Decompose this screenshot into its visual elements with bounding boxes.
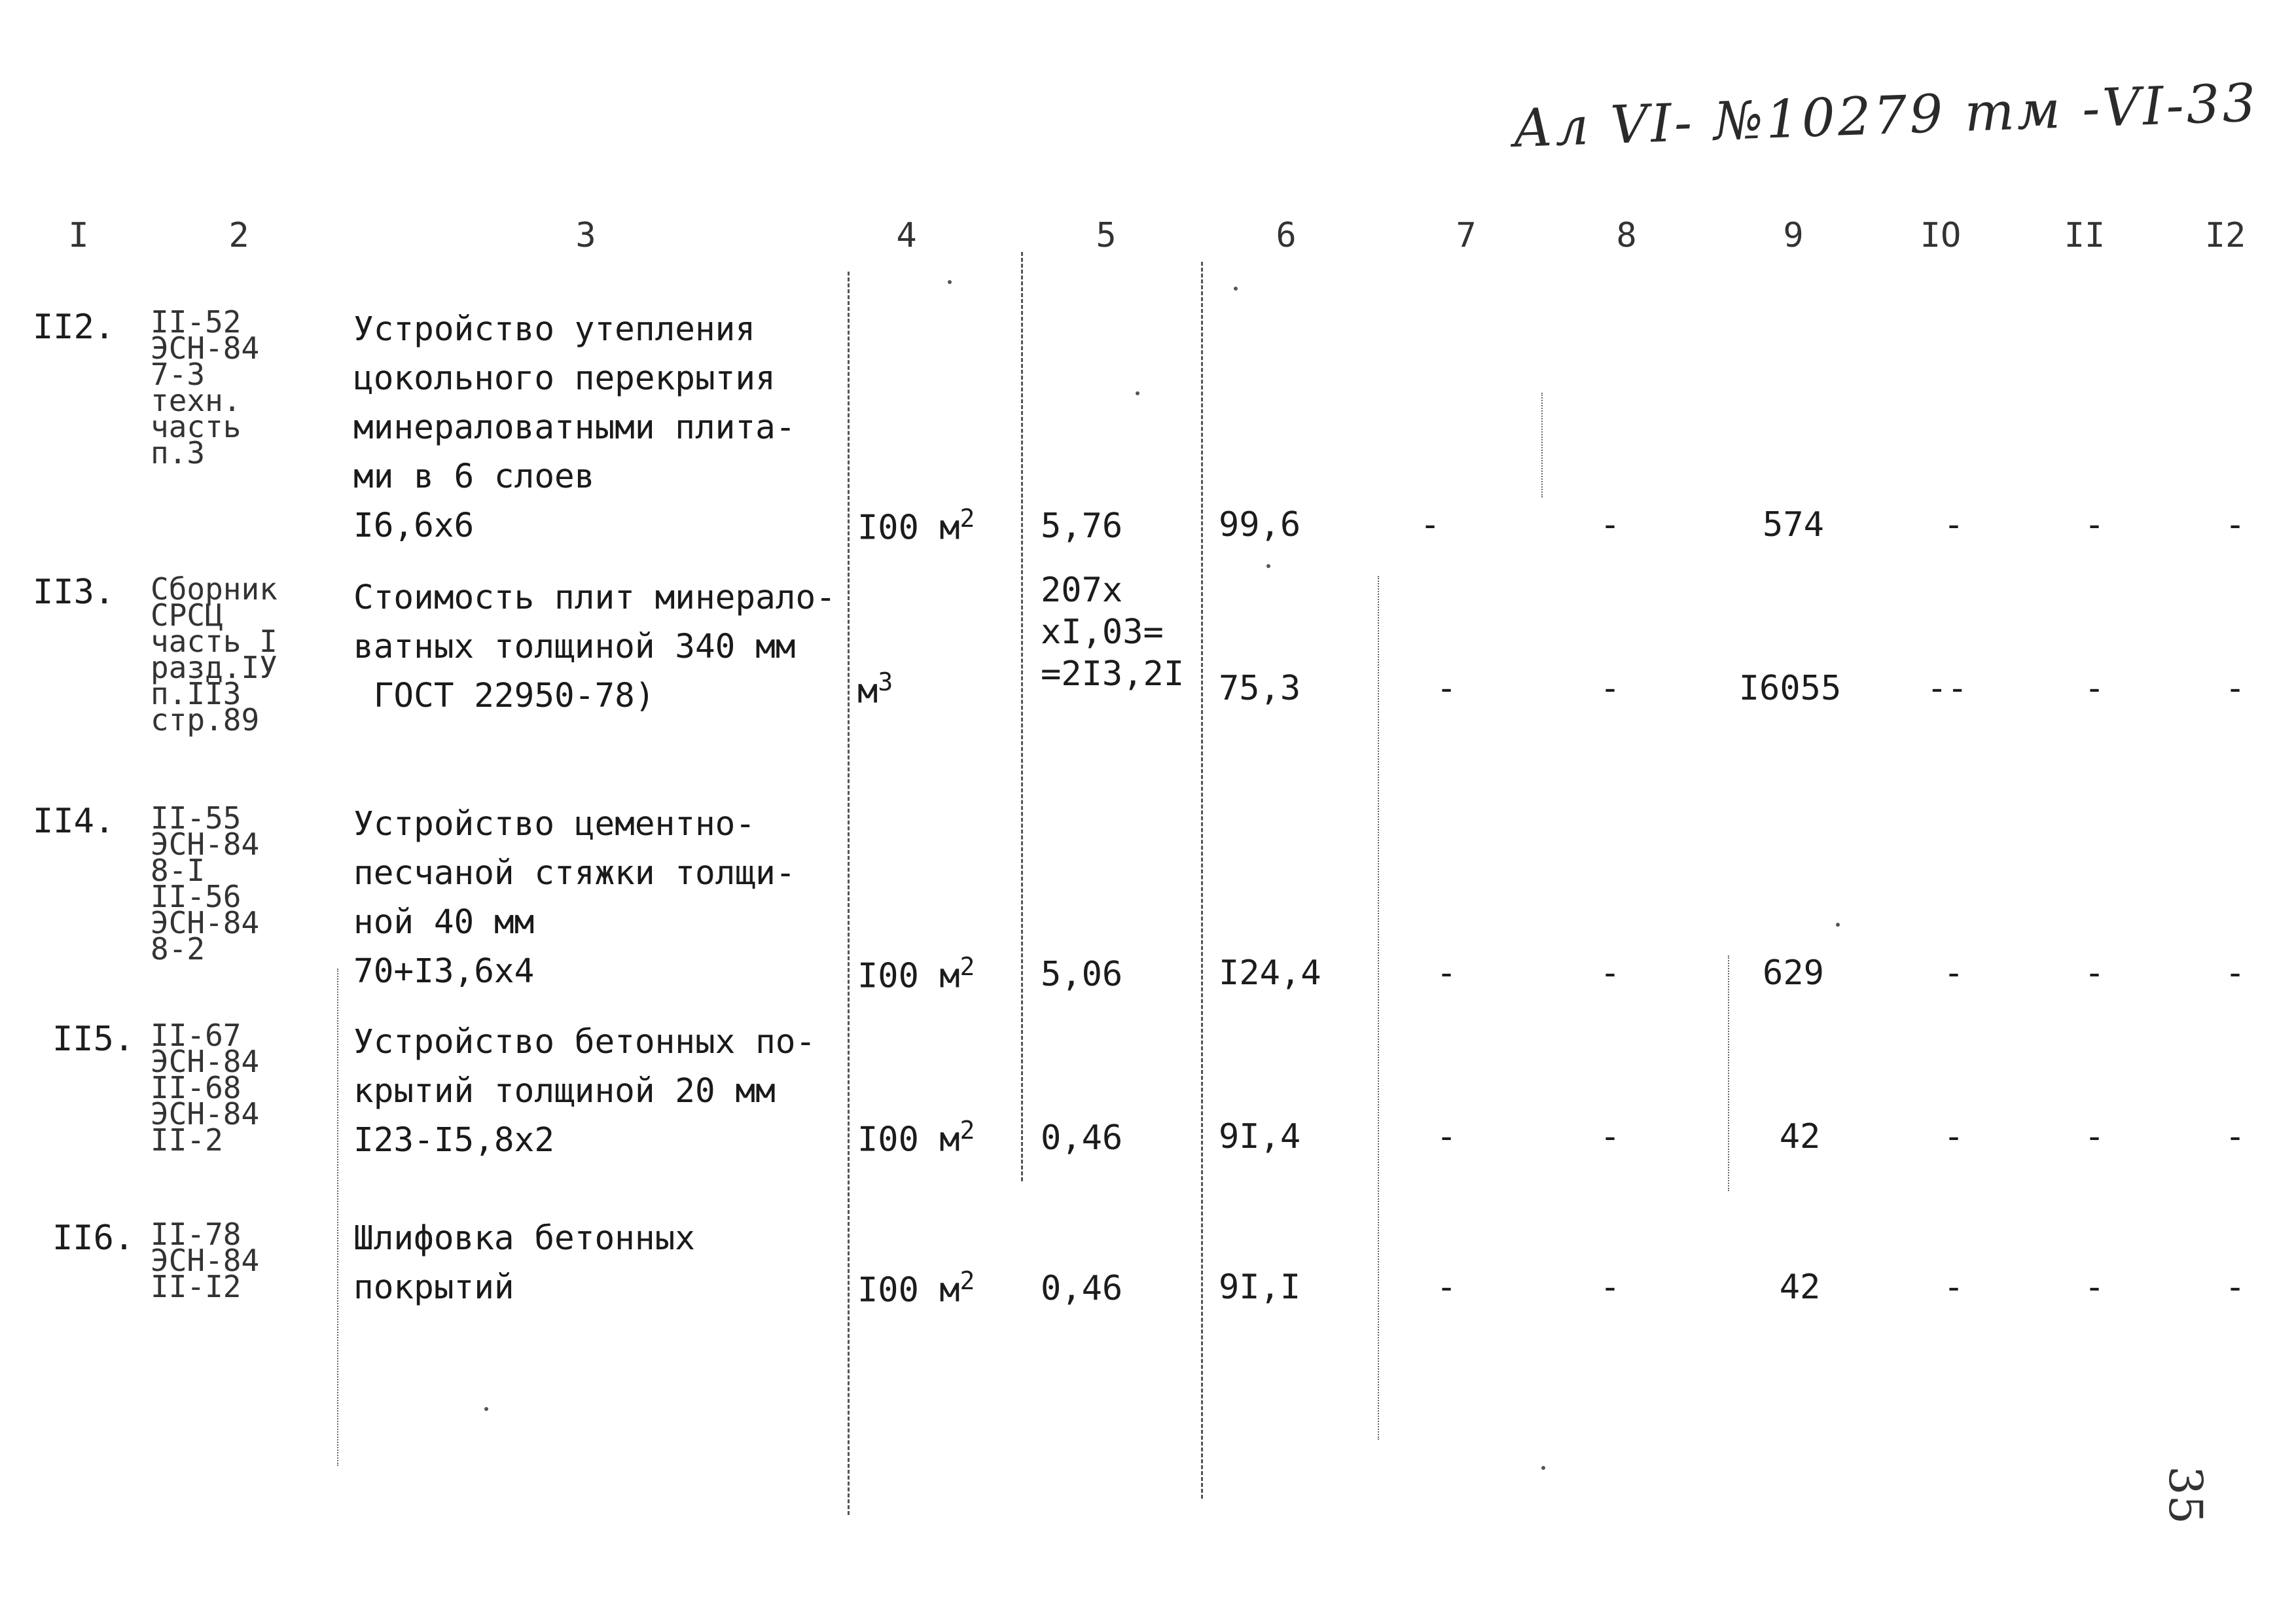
row-number: II4. [33,802,115,841]
column-header-4: 4 [896,216,917,255]
cell-col-10: - [1943,1268,1964,1307]
row-reference: II-52 ЭСН-84 7-3 техн. часть п.3 [151,304,260,471]
scan-speck [1541,1466,1545,1470]
cell-col-9: I6055 [1738,669,1842,708]
cell-col-11: - [2084,954,2105,993]
row-unit-price: 75,3 [1219,669,1301,708]
cell-col-7: - [1436,954,1457,993]
row-unit-price: 9I,4 [1219,1117,1301,1156]
cell-col-10: - [1943,505,1964,544]
cell-col-11: - [2084,1268,2105,1307]
cell-col-7: - [1436,1117,1457,1156]
column-header-8: 8 [1616,216,1637,255]
row-quantity: 5,76 [1041,507,1123,546]
column-header-2: 2 [228,216,249,255]
cell-col-9: 42 [1779,1117,1821,1156]
row-reference: II-78 ЭСН-84 II-I2 [151,1217,260,1304]
scan-speck [1266,564,1270,568]
cell-col-7: - [1420,505,1441,544]
column-separator [1378,576,1379,1440]
cell-col-9: 574 [1763,505,1824,544]
cell-col-7: - [1436,1268,1457,1307]
column-header-11: II [2064,216,2106,255]
scan-speck [1234,287,1238,291]
column-separator [337,969,338,1466]
row-quantity: 0,46 [1041,1118,1123,1158]
row-quantity: 207x xI,03= =2I3,2I [1041,571,1185,694]
cell-col-11: - [2084,1117,2105,1156]
row-unit: I00 $м^2$ [857,952,975,996]
column-header-7: 7 [1456,216,1477,255]
scan-speck [484,1407,488,1411]
column-header-10: IO [1920,216,1962,255]
scan-speck [948,280,952,284]
column-separator [848,272,850,1515]
scan-speck [1136,391,1139,395]
cell-col-12: - [2225,505,2246,544]
row-number: II2. [33,308,115,347]
column-header-12: I2 [2204,216,2246,255]
row-number: II6. [52,1219,135,1258]
row-unit: $м^3$ [857,668,893,711]
row-unit-price: 9I,I [1219,1268,1301,1307]
row-unit-price: I24,4 [1219,954,1321,993]
row-unit: I00 $м^2$ [857,504,975,548]
cell-col-10: - [1943,1117,1964,1156]
row-description: Шлифовка бетонных покрытий [353,1219,695,1307]
cell-col-8: - [1600,505,1621,544]
column-header-5: 5 [1096,216,1117,255]
row-quantity: 0,46 [1041,1269,1123,1308]
column-header-9: 9 [1783,216,1804,255]
column-separator [1021,252,1023,1181]
cell-col-8: - [1600,954,1621,993]
row-number: II3. [33,573,115,612]
cell-col-9: 42 [1779,1268,1821,1307]
cell-col-8: - [1600,669,1621,708]
cell-col-11: - [2084,505,2105,544]
row-reference: Сборник СРСЦ часть I разд.IУ п.II3 стр.89 [151,571,278,738]
page-number-mark: 35 [2159,1466,2212,1525]
column-separator [1541,393,1543,497]
cell-col-10: -- [1926,669,1968,708]
cell-col-7: - [1436,669,1457,708]
row-description: Стоимость плит минерало- ватных толщиной 340 мм ГОСТ 22950-78) [353,579,836,715]
column-header-3: 3 [575,216,596,255]
row-description: Устройство утепления цокольного перекрытия минераловатными плита- ми в 6 слоев I6,6x6 [353,310,796,545]
cell-col-10: - [1943,954,1964,993]
cell-col-8: - [1600,1268,1621,1307]
row-number: II5. [52,1020,135,1059]
cell-col-12: - [2225,669,2246,708]
cell-col-12: - [2225,1268,2246,1307]
row-quantity: 5,06 [1041,955,1123,994]
column-header-1: I [68,216,89,255]
scan-speck [1836,923,1840,927]
handwritten-reference: Ал VI- №10279 тм -VI-33 [1512,72,2259,159]
cell-col-9: 629 [1763,954,1824,993]
row-description: Устройство бетонных по- крытий толщиной 20 мм I23-I5,8x2 [353,1023,816,1160]
row-unit-price: 99,6 [1219,505,1301,544]
cell-col-11: - [2084,669,2105,708]
column-header-6: 6 [1276,216,1297,255]
cell-col-12: - [2225,1117,2246,1156]
row-reference: II-55 ЭСН-84 8-I II-56 ЭСН-84 8-2 [151,800,260,967]
row-unit: I00 $м^2$ [857,1116,975,1160]
row-reference: II-67 ЭСН-84 II-68 ЭСН-84 II-2 [151,1018,260,1158]
row-unit: I00 $м^2$ [857,1266,975,1310]
row-description: Устройство цементно- песчаной стяжки толщи- ной 40 мм 70+I3,6x4 [353,805,796,991]
cell-col-8: - [1600,1117,1621,1156]
column-separator [1728,955,1729,1191]
column-separator [1201,262,1203,1499]
cell-col-12: - [2225,954,2246,993]
